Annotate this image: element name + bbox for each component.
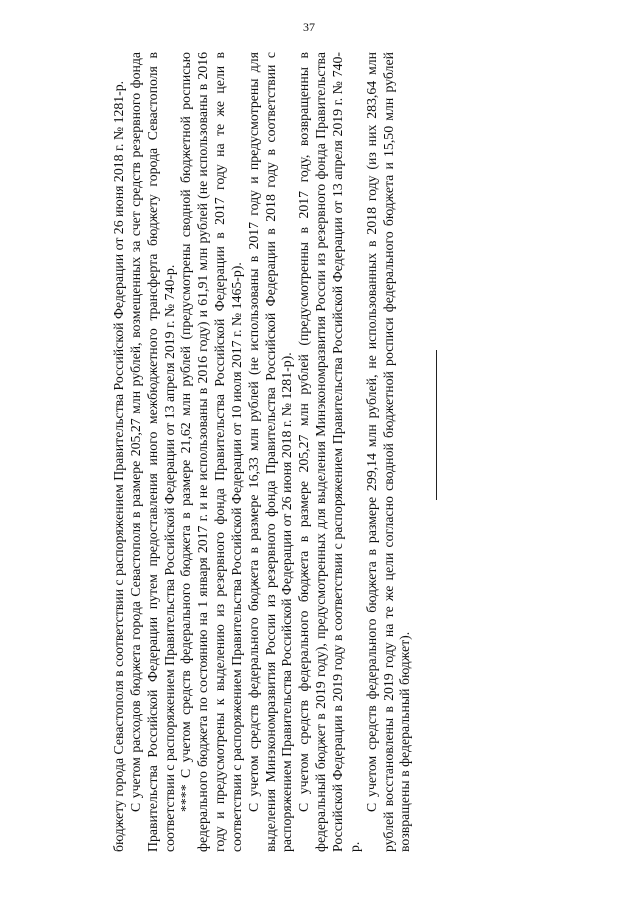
rotated-text-block [111,52,516,852]
paragraph: С учетом средств федерального бюджета в размере 299,14 млн рублей, не использованных в 2018 году (из них 283,64 млн рублей восстановлены в 2019 году на те же цели согласно сводной бюджетной росписи федерального бюджета и 15,50 млн рублей возвращены в федеральный бюджет). [363,52,413,852]
paragraph: С учетом расходов бюджета города Севастополя в размере 205,27 млн рублей, возмещенных за счет средств резервного фонда Правительства Российской Федерации путем предоставления иного межбюджетного трансферта бюджету города Севастополя в соответствии с распоряжением Правительства Российской Федерации от 13 апреля 2019 г. № 740-р. [127,52,177,852]
paragraph: бюджету города Севастополя в соответствии с распоряжением Правительства Российской Федерации от 26 июня 2018 г. № 1281-р. [111,80,126,852]
paragraph: С учетом средств федерального бюджета в размере 205,27 млн рублей (предусмотренны в 2017 году, возвращенны в федеральный бюджет в 2019 году), предусмотренных для выделения Минэкономразвития России из резервного фонда Правительства Российской Федерации в 2019 году в соответствии с распоряжением Правительства Российской Федерации от 13 апреля 2019 г. № 740-р. [296,52,362,852]
divider-line [436,350,437,500]
footnote-divider [436,350,586,351]
page-number: 37 [303,20,315,34]
paragraph: **** С учетом средств федерального бюджета в размере 21,62 млн рублей (предусмотрены сводной бюджетной росписью федерального бюджета по состоянию на 1 января 2017 г. и не использованы в 2016 году) и 61,91 млн рублей (не использованы в 2016 году и предусмотрены к выделению из резервного фонда Правительства Российской Федерации в 2017 году на те же цели в соответствии с распоряжением Правительства Российской Федерации от 10 июля 2017 г. № 1465-р). [178,52,244,852]
paragraph: С учетом средств федерального бюджета в размере 16,33 млн рублей (не использованы в 2017 году и предусмотрены для выделения Минэкономразвития России из резервного фонда Правительства Российской Федерации в 2018 году в соответствии с распоряжением Правительства Российской Федерации от 26 июня 2018 г. № 1281-р). [245,52,295,852]
